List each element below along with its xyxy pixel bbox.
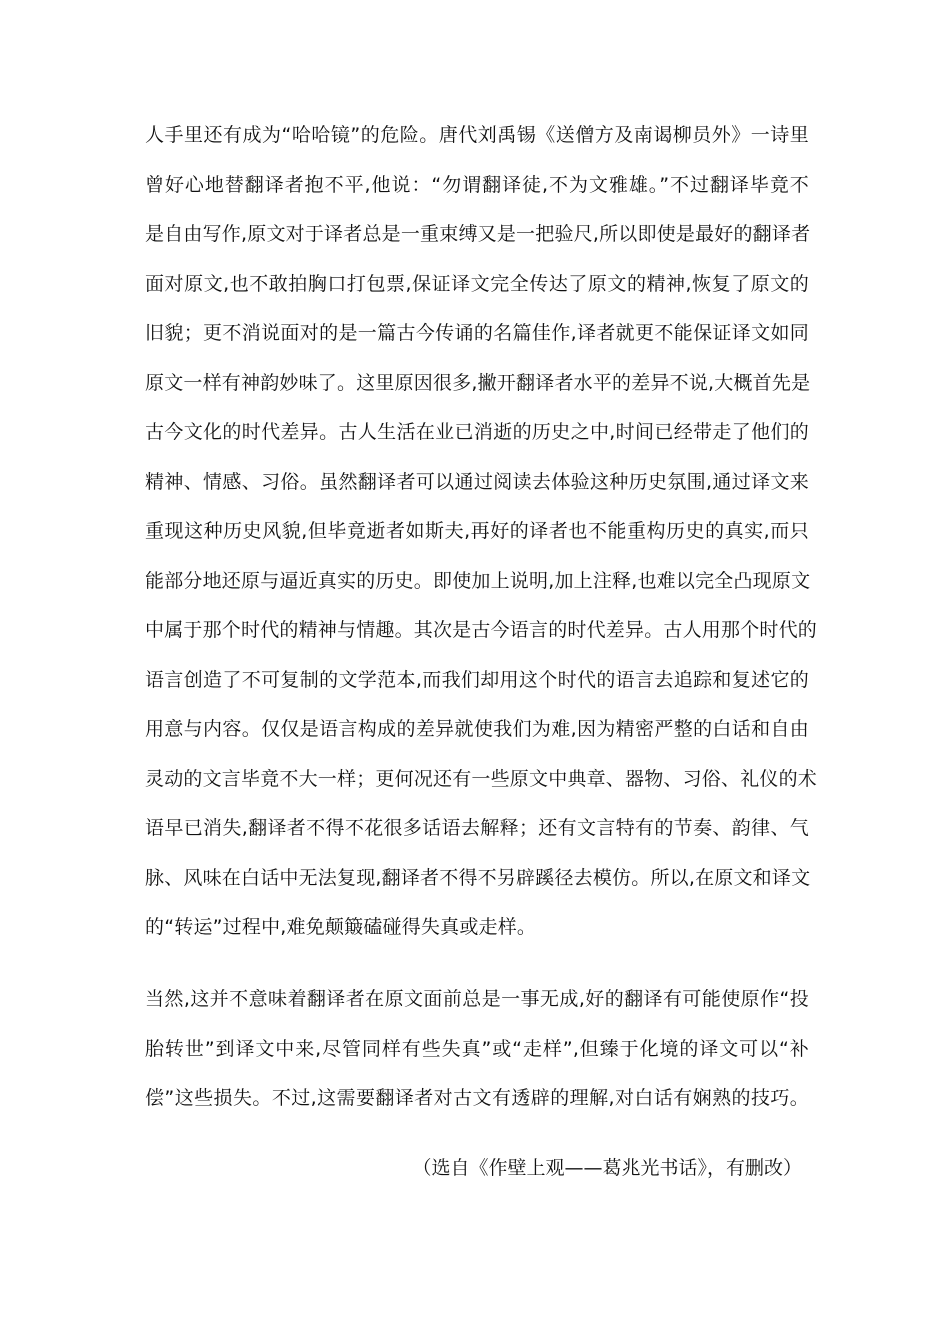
text-line: 的“转运”过程中,难免颠簸磕碰得失真或走样。 [145, 916, 537, 938]
text-line: 面对原文,也不敢拍胸口打包票,保证译文完全传达了原文的精神,恢复了原文的 [145, 272, 809, 295]
text-line: 当然,这并不意味着翻译者在原文面前总是一事无成,好的翻译有可能使原作“投 [145, 988, 809, 1010]
text-line: 语早已消失,翻译者不得不花很多话语去解释；还有文言特有的节奏、韵律、气 [145, 817, 809, 839]
text-line: 偿”这些损失。不过,这需要翻译者对古文有透辟的理解,对白话有娴熟的技巧。 [145, 1087, 809, 1109]
text-line: 能部分地还原与逼近真实的历史。即使加上说明,加上注释,也难以完全凸现原文 [145, 569, 811, 592]
text-line: 原文一样有神韵妙味了。这里原因很多,撇开翻译者水平的差异不说,大概首先是 [145, 371, 811, 394]
text-line: 中属于那个时代的精神与情趣。其次是古今语言的时代差异。古人用那个时代的 [145, 619, 818, 641]
source-citation: （选自《作壁上观——葛兆光书话》，有删改） [412, 1157, 802, 1179]
body-paragraph-1 [145, 111, 818, 953]
text-line: 人手里还有成为“哈哈镜”的危险。唐代刘禹锡《送僧方及南谒柳员外》一诗里 [145, 124, 809, 146]
text-line: 胎转世”到译文中来,尽管同样有些失真”或“走样”,但臻于化境的译文可以“补 [145, 1037, 809, 1060]
text-line: 用意与内容。仅仅是语言构成的差异就使我们为难,因为精密严整的白话和自由 [145, 718, 809, 740]
text-line: 精神、情感、习俗。虽然翻译者可以通过阅读去体验这种历史氛围,通过译文来 [145, 470, 809, 493]
text-line: 旧貌；更不消说面对的是一篇古今传诵的名篇佳作,译者就更不能保证译文如同 [145, 322, 809, 344]
text-line: 重现这种历史风貌,但毕竟逝者如斯夫,再好的译者也不能重构历史的真实,而只 [145, 520, 809, 542]
text-line: 灵动的文言毕竟不大一样；更何况还有一些原文中典章、器物、习俗、礼仪的术 [145, 767, 818, 790]
text-line: 古今文化的时代差异。古人生活在业已消逝的历史之中,时间已经带走了他们的 [145, 421, 809, 443]
body-paragraph-2 [145, 975, 809, 1124]
text-line: 脉、风味在白话中无法复现,翻译者不得不另辟蹊径去模仿。所以,在原文和译文 [145, 866, 811, 889]
text-line: 曾好心地替翻译者抱不平,他说：“勿谓翻译徒,不为文雅雄。”不过翻译毕竟不 [145, 173, 809, 196]
text-line: 语言创造了不可复制的文学范本,而我们却用这个时代的语言去追踪和复述它的 [145, 668, 809, 691]
text-line: 是自由写作,原文对于译者总是一重束缚又是一把验尺,所以即使是最好的翻译者 [145, 223, 811, 245]
